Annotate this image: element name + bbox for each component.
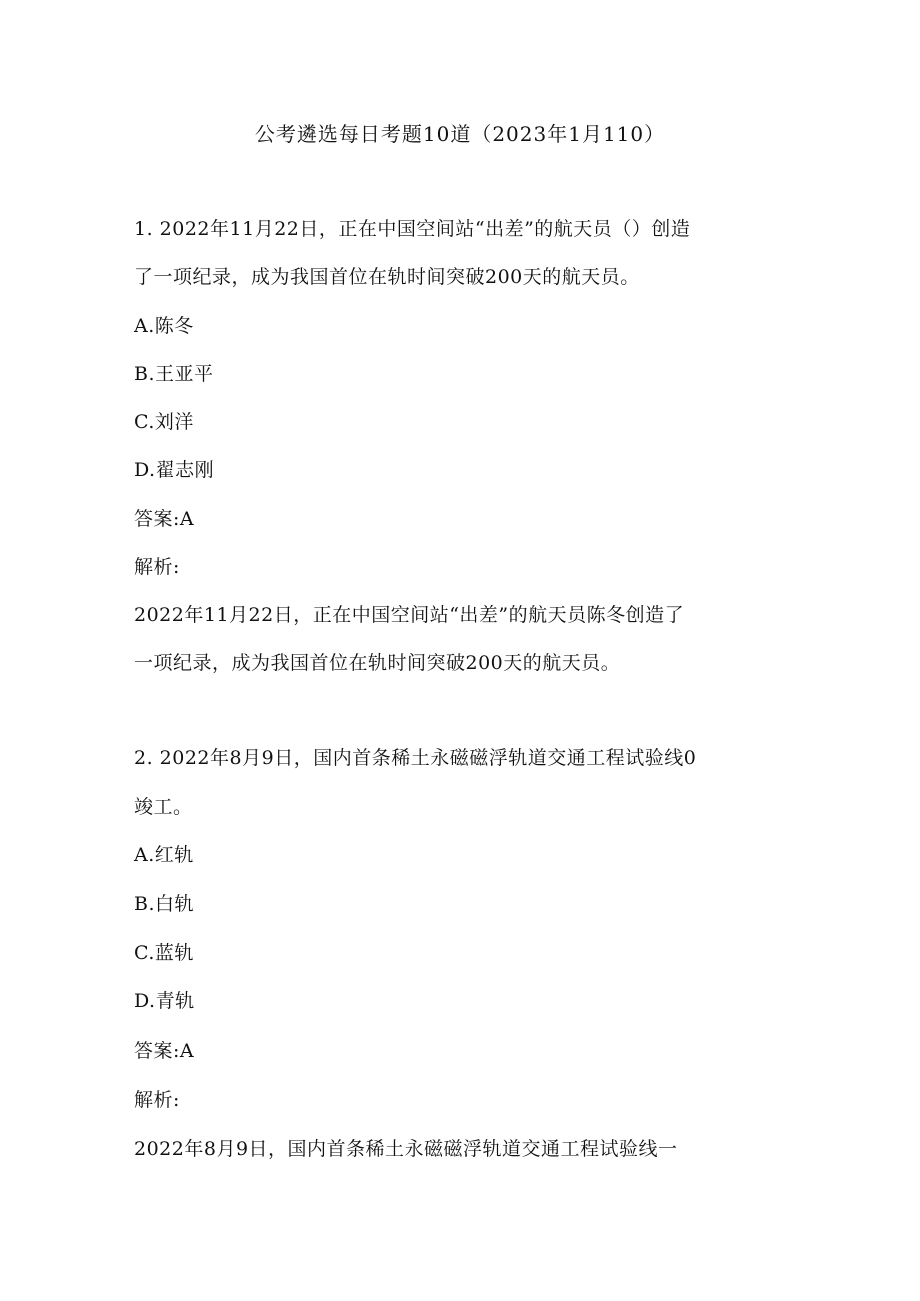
question-2-analysis-line-1: 2022年8月9日，国内首条稀土永磁磁浮轨道交通工程试验线一 (134, 1138, 678, 1160)
question-2-option-b: B.白轨 (134, 893, 195, 915)
question-1-option-c: C.刘洋 (134, 411, 194, 433)
question-2-option-c: C.蓝轨 (134, 942, 194, 964)
question-1-answer: 答案:A (134, 508, 195, 530)
question-1-stem-line-1: 1. 2022年11月22日，正在中国空间站“出差”的航天员（）创造 (134, 218, 691, 240)
question-2-answer: 答案:A (134, 1040, 195, 1062)
question-1-option-d: D.翟志刚 (134, 459, 215, 481)
question-2-option-d: D.青轨 (134, 990, 195, 1012)
page-title: 公考遴选每日考题10道（2023年1月110） (254, 122, 666, 146)
question-1-analysis-label: 解析: (134, 556, 180, 578)
question-2-option-a: A.红轨 (134, 844, 194, 866)
question-1-stem-line-2: 了一项纪录，成为我国首位在轨时间突破200天的航天员。 (134, 266, 640, 288)
question-2-stem-line-1: 2. 2022年8月9日，国内首条稀土永磁磁浮轨道交通工程试验线0 (134, 747, 697, 769)
question-1-analysis-line-1: 2022年11月22日，正在中国空间站“出差”的航天员陈冬创造了 (134, 604, 685, 626)
question-1-option-a: A.陈冬 (134, 315, 194, 337)
question-1-analysis-line-2: 一项纪录，成为我国首位在轨时间突破200天的航天员。 (134, 652, 621, 674)
question-2-stem-line-2: 竣工。 (134, 796, 193, 818)
question-2-analysis-label: 解析: (134, 1089, 180, 1111)
question-1-option-b: B.王亚平 (134, 363, 214, 385)
